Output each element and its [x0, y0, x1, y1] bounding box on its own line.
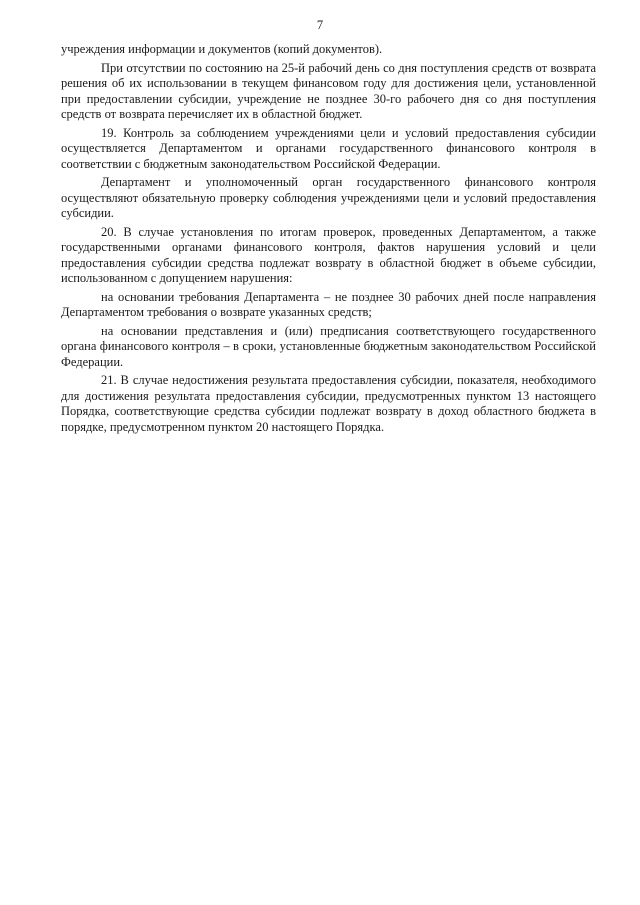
- document-body: [61, 42, 596, 438]
- paragraph-clause-19: 19. Контроль за соблюдением учреждениями цели и условий предоставления субсидии осуществляется Департаментом и органами государственного финансового контроля в соответствии с бюджетным законодательством Российской Федерации.: [61, 125, 596, 171]
- paragraph-clause-20: 20. В случае установления по итогам проверок, проведенных Департаментом, а также государственными органами финансового контроля, фактов нарушения условий и цели предоставления субсидии средства подлежат возврату в областной бюджет в объеме субсидии, использованном с допущением нарушения:: [61, 224, 596, 285]
- paragraph-return-deadline: При отсутствии по состоянию на 25-й рабочий день со дня поступления средств от возврата решения об их использовании в текущем финансовом году для достижения цели, установленной при предоставлении субсидии, учреждение не позднее 30-го рабочего дня со дня поступления средств от возврата перечисляет их в областной бюджет.: [61, 60, 596, 121]
- paragraph-continuation: учреждения информации и документов (копий документов).: [61, 42, 383, 56]
- paragraph-department-requirement: на основании требования Департамента – не позднее 30 рабочих дней после направления Департаментом требования о возврате указанных средств;: [61, 289, 596, 319]
- page-number: 7: [316, 18, 324, 32]
- paragraph-control-body-order: на основании представления и (или) предписания соответствующего государственного органа финансового контроля – в сроки, установленные бюджетным законодательством Российской Федерации.: [61, 323, 596, 369]
- paragraph-clause-21: 21. В случае недостижения результата предоставления субсидии, показателя, необходимого для достижения результата предоставления субсидии, предусмотренных пунктом 13 настоящего Порядка, соответствующие средства субсидии подлежат возврату в доход областного бюджета в порядке, предусмотренном пунктом 20 настоящего Порядка.: [61, 373, 596, 434]
- paragraph-mandatory-check: Департамент и уполномоченный орган государственного финансового контроля осуществляют обязательную проверку соблюдения учреждениями цели и условий предоставления субсидии.: [61, 175, 596, 220]
